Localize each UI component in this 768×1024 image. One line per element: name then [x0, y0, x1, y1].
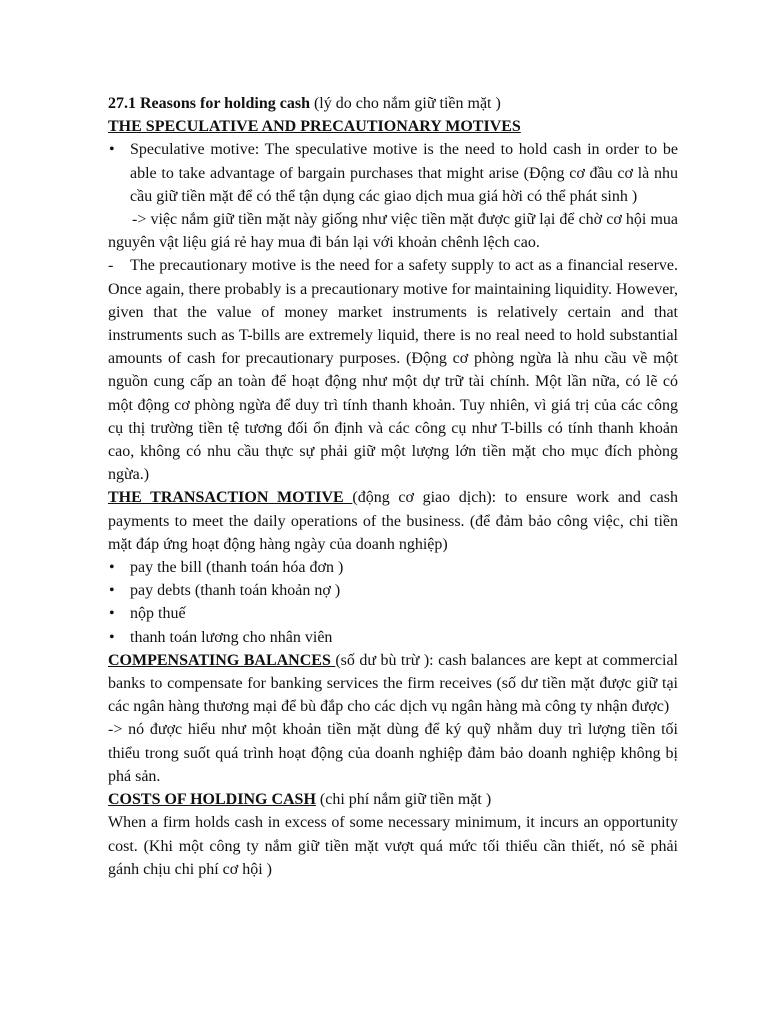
speculative-title-text: THE SPECULATIVE AND PRECAUTIONARY MOTIVES	[108, 118, 521, 136]
compensating-title: COMPENSATING BALANCES	[108, 651, 336, 669]
speculative-list	[108, 138, 678, 208]
costs-heading	[108, 788, 678, 811]
precautionary-paragraph	[108, 254, 678, 486]
transaction-title: THE TRANSACTION MOTIVE	[108, 489, 353, 507]
speculative-bullet: • Speculative motive: The speculative motive is the need to hold cash in order to be able to take advantage of bargain purchases that might arise (Động cơ đầu cơ là nhu cầu giữ tiền mặt để có thể tận dụng các giao dịch mua giá hời có thể phát sinh )	[108, 138, 678, 208]
costs-title: COSTS OF HOLDING CASH	[108, 791, 316, 809]
costs-subtitle: (chi phí nắm giữ tiền mặt )	[315, 791, 492, 809]
transaction-list	[108, 556, 678, 649]
compensating-paragraph	[108, 649, 678, 719]
precautionary-text: The precautionary motive is the need for a safety supply to act as a financial reserve. Once again, there probably is a precautionary motive for maintaining liquidity. However, given that the value of money market instruments is relatively certain and that instruments such as T-bills are extremely liquid, there is no real need to hold substantial amounts of cash for precautionary purposes. (Động cơ phòng ngừa là nhu cầu về một nguồn cung cấp an toàn để hoạt động như một dự trữ tài chính. Một lần nữa, có lẽ có một động cơ phòng ngừa để duy trì tính thanh khoản. Tuy nhiên, vì giá trị của các công cụ thị trường tiền tệ tương đối ổn định và các công cụ như T-bills có tính thanh khoản cao, không có nhu cầu thực sự phải giữ một lượng lớn tiền mặt cho mục đích phòng ngừa.)	[108, 257, 678, 484]
list-item: • pay debts (thanh toán khoản nợ )	[108, 579, 678, 602]
transaction-paragraph	[108, 486, 678, 556]
list-item: • nộp thuế	[108, 602, 678, 625]
list-item: • pay the bill (thanh toán hóa đơn )	[108, 556, 678, 579]
compensating-note: -> nó được hiểu như một khoản tiền mặt dùng để ký quỹ nhằm duy trì lượng tiền tối thiểu trong suốt quá trình hoạt động của doanh nghiệp đảm bảo doanh nghiệp không bị phá sản.	[108, 721, 678, 785]
section-heading-translation: (lý do cho nắm giữ tiền mặt )	[309, 95, 501, 112]
speculative-title	[108, 115, 678, 138]
dash-marker: -	[108, 257, 114, 275]
speculative-note: -> việc nắm giữ tiền mặt này giống như việc tiền mặt được giữ lại để chờ cơ hội mua nguyên vật liệu giá rẻ hay mua đi bán lại với khoản chênh lệch cao.	[108, 211, 678, 252]
costs-text: When a firm holds cash in excess of some necessary minimum, it incurs an opportunity cost. (Khi một công ty nắm giữ tiền mặt vượt quá mức tối thiểu cần thiết, nó sẽ phải gánh chịu chi phí cơ hội )	[108, 814, 678, 878]
compensating-text: (số dư bù trừ ): cash balances are kept at commercial banks to compensate for banking services the firm receives (số dư tiền mặt được giữ tại các ngân hàng thương mại để bù đắp cho các dịch vụ ngân hàng mà công ty nhận được)	[108, 651, 679, 716]
list-item: • thanh toán lương cho nhân viên	[108, 626, 678, 649]
transaction-text: (động cơ giao dịch): to ensure work and cash payments to meet the daily operations of the business. (để đảm bảo công việc, chi tiền mặt đáp ứng hoạt động hàng ngày của doanh nghiệp)	[108, 489, 679, 553]
section-heading	[108, 92, 678, 115]
section-heading-number-title: 27.1 Reasons for holding cash	[108, 95, 310, 112]
document-page	[108, 92, 678, 881]
